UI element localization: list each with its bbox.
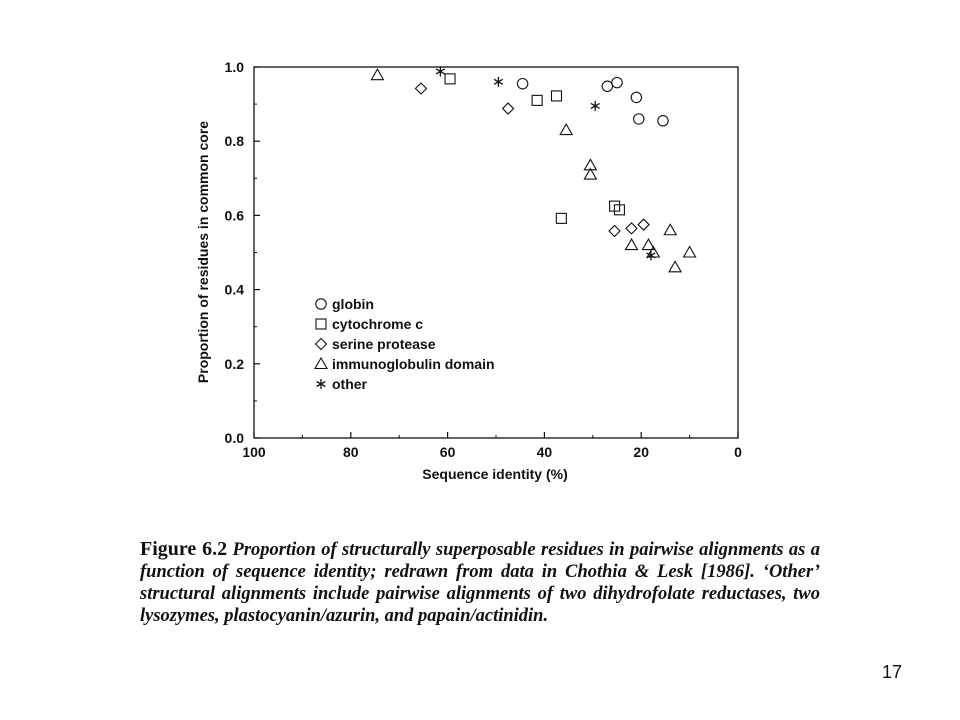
data-point-square — [552, 91, 562, 101]
x-tick-label: 0 — [734, 444, 742, 460]
data-point-circle — [634, 114, 644, 124]
legend-marker-square — [316, 319, 326, 329]
y-tick-label: 0.6 — [224, 207, 244, 224]
data-point-triangle — [684, 247, 696, 258]
data-points — [371, 66, 695, 271]
data-point-asterisk — [436, 66, 445, 76]
legend — [315, 296, 495, 392]
y-tick-label: 0.0 — [224, 430, 244, 446]
plot-border — [254, 67, 738, 438]
legend-label: globin — [332, 296, 374, 312]
legend-item — [315, 356, 495, 372]
y-tick-label: 0.8 — [224, 133, 244, 150]
legend-item — [316, 316, 423, 332]
data-point-triangle — [664, 224, 676, 235]
x-tick-label: 80 — [343, 444, 359, 460]
plot-frame — [254, 67, 738, 438]
y-tick-label: 0.2 — [224, 355, 244, 372]
figure-caption — [140, 538, 820, 627]
data-point-square — [532, 95, 542, 105]
y-tick-label: 1.0 — [224, 59, 244, 75]
figure-caption-text: Proportion of structurally superposable residues in pairwise alignments as a function of sequence identity; redrawn from data in Chothia & Lesk [1986]. ‘Other’ structural alignments include pairwise alignments of two dihydrofolate reductases, two lysozymes, plastocyanin/azurin, and papain/actinidin. — [140, 540, 820, 626]
x-tick-label: 60 — [439, 444, 456, 460]
data-point-diamond — [415, 83, 426, 94]
x-tick-label: 40 — [536, 444, 553, 460]
axis-ticks — [225, 59, 743, 460]
data-point-square — [445, 74, 455, 84]
legend-item — [316, 336, 436, 352]
y-axis-label: Proportion of residues in common core — [195, 120, 211, 384]
x-axis-label: Sequence identity (%) — [422, 466, 568, 482]
series-other — [436, 66, 655, 260]
page-number: 17 — [882, 662, 903, 682]
data-point-circle — [602, 81, 612, 91]
data-point-diamond — [503, 103, 514, 114]
data-point-triangle — [669, 261, 681, 272]
legend-item — [317, 376, 368, 392]
legend-label: other — [332, 376, 367, 392]
data-point-triangle — [560, 124, 572, 135]
legend-label: serine protease — [332, 336, 436, 352]
legend-marker-asterisk — [317, 379, 326, 389]
legend-item — [316, 296, 374, 312]
data-point-triangle — [626, 239, 638, 250]
data-point-triangle — [371, 69, 383, 80]
data-point-circle — [612, 77, 622, 87]
data-point-diamond — [638, 219, 649, 230]
figure-label: Figure 6.2 — [140, 538, 228, 560]
x-tick-label: 20 — [633, 444, 649, 460]
series-globin — [517, 77, 668, 126]
data-point-circle — [517, 78, 527, 88]
x-tick-label: 100 — [242, 444, 266, 460]
data-point-diamond — [609, 225, 620, 236]
series-cytochrome-c — [445, 74, 624, 223]
data-point-asterisk — [591, 101, 600, 111]
legend-label: cytochrome c — [332, 316, 424, 332]
legend-marker-circle — [316, 299, 326, 309]
data-point-circle — [631, 92, 641, 102]
data-point-asterisk — [494, 77, 503, 87]
legend-label: immunoglobulin domain — [332, 356, 495, 372]
series-immunoglobulin-domain — [371, 69, 695, 272]
y-tick-label: 0.4 — [224, 281, 244, 298]
legend-marker-triangle — [315, 358, 327, 369]
data-point-diamond — [626, 223, 637, 234]
data-point-square — [556, 213, 566, 223]
legend-marker-diamond — [316, 339, 327, 350]
data-point-circle — [658, 116, 668, 126]
